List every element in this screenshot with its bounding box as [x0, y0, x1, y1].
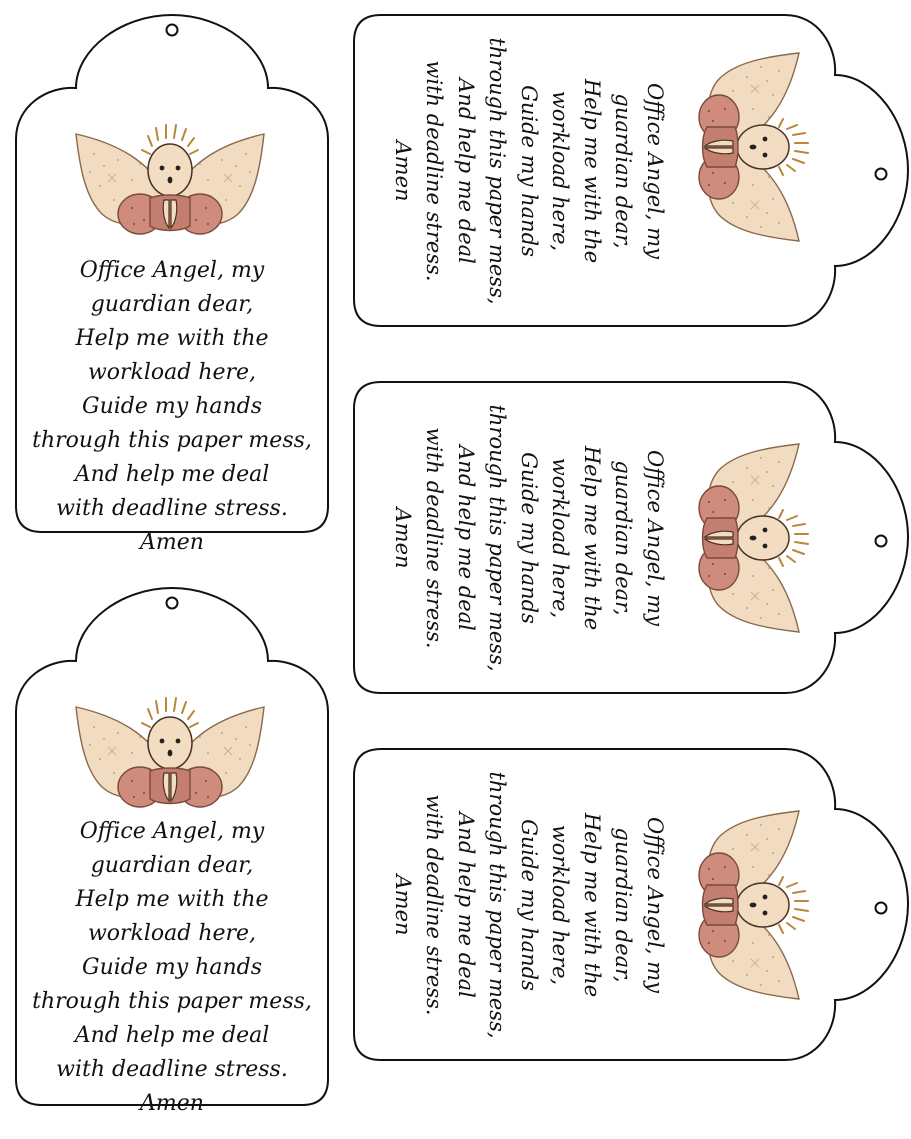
poem-line: through this paper mess,: [32, 989, 312, 1014]
angel-icon: [74, 114, 266, 238]
poem-line: Office Angel, my: [79, 258, 265, 283]
poem-line: guardian dear,: [611, 827, 636, 983]
poem-line: guardian dear,: [611, 460, 636, 616]
gift-tag-vertical-bottom: [14, 587, 330, 1116]
poem-line: Office Angel, my: [643, 82, 667, 260]
hole-icon: [873, 900, 889, 916]
poem-line: Help me with the: [75, 326, 269, 351]
gift-tag-horizontal-top: [353, 14, 909, 327]
poem-line: through this paper mess,: [485, 37, 510, 305]
poem-line: Guide my hands: [82, 955, 262, 980]
poem-line: Guide my hands: [82, 394, 262, 419]
angel-icon: [695, 51, 819, 243]
poem-line: Help me with the: [580, 445, 604, 631]
poem-rotated: [388, 404, 670, 672]
poem-amen: Amen: [140, 1091, 204, 1116]
gift-tag-vertical-top: [14, 14, 330, 555]
poem-line: with deadline stress.: [56, 496, 288, 521]
poem-line: Help me with the: [580, 812, 604, 998]
poem-line: And help me deal: [454, 445, 478, 631]
poem-line: And help me deal: [454, 812, 478, 998]
poem-text: [14, 254, 330, 560]
poem-line: workload here,: [548, 457, 573, 619]
angel-icon: [695, 442, 819, 634]
poem-line: with deadline stress.: [422, 427, 447, 649]
poem-line: through this paper mess,: [485, 404, 510, 672]
poem-line: Help me with the: [580, 78, 604, 264]
poem-rotated: [388, 771, 670, 1039]
poem-line: guardian dear,: [90, 853, 254, 878]
poem-line: workload here,: [548, 824, 573, 986]
poem-line: guardian dear,: [611, 93, 636, 249]
poem-line: Guide my hands: [517, 85, 541, 257]
poem-text: [388, 404, 670, 672]
poem-line: And help me deal: [454, 78, 478, 264]
poem-text: [388, 37, 670, 305]
poem-line: through this paper mess,: [32, 428, 312, 453]
hole-icon: [873, 533, 889, 549]
gift-tag-horizontal-bottom: [353, 748, 909, 1061]
angel-icon: [695, 809, 819, 1001]
poem-line: workload here,: [87, 921, 257, 946]
hole-icon: [164, 595, 180, 611]
poem-rotated: [388, 37, 670, 305]
poem-amen: Amen: [140, 530, 204, 555]
poem-amen: Amen: [391, 874, 415, 936]
poem-line: Office Angel, my: [643, 816, 667, 994]
poem-text: [14, 815, 330, 1121]
poem-line: with deadline stress.: [422, 60, 447, 282]
poem-line: workload here,: [548, 90, 573, 252]
hole-icon: [873, 166, 889, 182]
poem-line: Office Angel, my: [643, 449, 667, 627]
poem-line: with deadline stress.: [56, 1057, 288, 1082]
hole-icon: [164, 22, 180, 38]
gift-tag-horizontal-middle: [353, 381, 909, 694]
poem-line: And help me deal: [74, 1023, 270, 1048]
poem-line: through this paper mess,: [485, 771, 510, 1039]
angel-illustration: [695, 441, 819, 635]
poem-line: Guide my hands: [517, 819, 541, 991]
angel-illustration: [695, 808, 819, 1002]
angel-illustration: [695, 50, 819, 244]
poem-line: And help me deal: [74, 462, 270, 487]
poem-amen: Amen: [391, 507, 415, 569]
poem-line: Office Angel, my: [79, 819, 265, 844]
poem-line: guardian dear,: [90, 292, 254, 317]
poem-line: Help me with the: [75, 887, 269, 912]
poem-text: [388, 771, 670, 1039]
poem-line: workload here,: [87, 360, 257, 385]
poem-amen: Amen: [391, 140, 415, 202]
poem-line: with deadline stress.: [422, 794, 447, 1016]
poem-line: Guide my hands: [517, 452, 541, 624]
angel-icon: [74, 687, 266, 811]
